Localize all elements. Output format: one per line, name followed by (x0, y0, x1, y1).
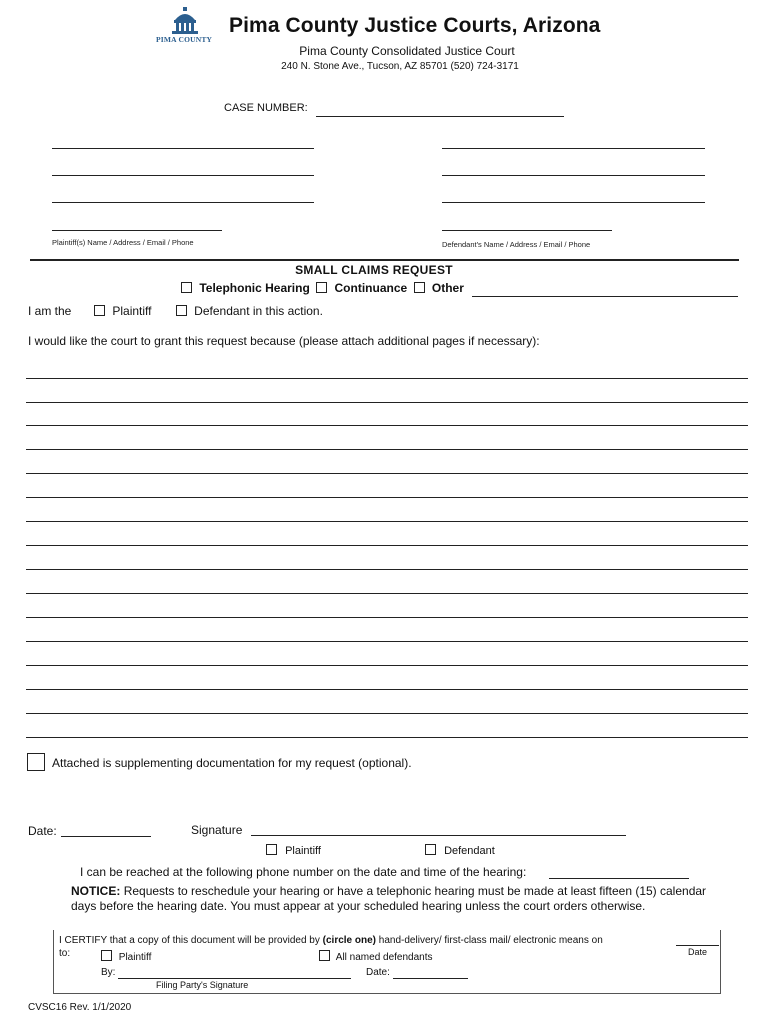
continuance-checkbox[interactable] (316, 282, 327, 293)
reason-line[interactable] (26, 617, 748, 618)
reason-line[interactable] (26, 545, 748, 546)
attached-checkbox[interactable] (27, 753, 45, 771)
certify-to-defendants: All named defendants (319, 950, 433, 963)
reason-line[interactable] (26, 449, 748, 450)
notice-text: Requests to reschedule your hearing or have a telephonic hearing must be made at least fifteen (15) calendar days before the hearing date. You must appear at your scheduled hearing unless the court orders otherwise. (71, 884, 707, 913)
certify-by-field[interactable] (118, 978, 351, 979)
defendant-line-2[interactable] (442, 175, 705, 176)
reason-line[interactable] (26, 641, 748, 642)
logo-text: PIMA COUNTY (156, 35, 213, 44)
page-title: Pima County Justice Courts, Arizona (229, 14, 601, 37)
i-am-the-label: I am the (28, 304, 72, 318)
role-defendant-label: Defendant in this action. (194, 304, 323, 318)
role-plaintiff-checkbox[interactable] (94, 305, 105, 316)
certify-by-label: By: (101, 967, 116, 978)
county-logo (150, 6, 220, 42)
court-name: Pima County Consolidated Justice Court (299, 44, 515, 58)
reason-line[interactable] (26, 713, 748, 714)
defendant-line-4[interactable] (442, 230, 612, 231)
date-field[interactable] (61, 836, 151, 837)
reason-line[interactable] (26, 737, 748, 738)
date-label: Date: (28, 824, 57, 838)
court-address: 240 N. Stone Ave., Tucson, AZ 85701 (520) 724-3171 (281, 61, 519, 72)
request-options-row (181, 281, 464, 295)
plaintiff-caption: Plaintiff(s) Name / Address / Email / Phone (52, 238, 194, 247)
request-heading: SMALL CLAIMS REQUEST (295, 263, 453, 277)
signer-plaintiff-checkbox[interactable] (266, 844, 277, 855)
defendant-line-3[interactable] (442, 202, 705, 203)
telephonic-hearing-checkbox[interactable] (181, 282, 192, 293)
plaintiff-line-3[interactable] (52, 202, 314, 203)
signer-defendant-checkbox[interactable] (425, 844, 436, 855)
role-defendant-checkbox[interactable] (176, 305, 187, 316)
plaintiff-line-2[interactable] (52, 175, 314, 176)
continuance-label: Continuance (334, 281, 408, 295)
reason-line[interactable] (26, 378, 748, 379)
case-number-field[interactable] (316, 116, 564, 117)
reason-line[interactable] (26, 425, 748, 426)
signature-label: Signature (191, 823, 243, 837)
certify-text: I CERTIFY that a copy of this document will be provided by (circle one) hand-delivery/ first-class mail/ electronic means on (59, 935, 603, 946)
other-field[interactable] (472, 296, 738, 297)
notice-label: NOTICE: (71, 884, 121, 898)
section-divider (30, 259, 739, 261)
phone-text: I can be reached at the following phone number on the date and time of the hearing: (80, 865, 527, 879)
certify-to-plaintiff: Plaintiff (101, 950, 151, 963)
reason-prompt: I would like the court to grant this request because (please attach additional pages if necessary): (28, 334, 540, 348)
certify-date2-field[interactable] (393, 978, 468, 979)
other-checkbox[interactable] (414, 282, 425, 293)
signer-defendant-option: Defendant (425, 844, 495, 857)
reason-line[interactable] (26, 402, 748, 403)
signer-plaintiff-option: Plaintiff (266, 844, 321, 857)
reason-line[interactable] (26, 473, 748, 474)
certify-date-field[interactable] (676, 945, 719, 946)
plaintiff-line-1[interactable] (52, 148, 314, 149)
certify-date-label: Date: (366, 967, 390, 978)
signature-field[interactable] (251, 835, 626, 836)
certify-date-caption: Date (688, 947, 708, 957)
courthouse-dome-icon (150, 6, 220, 36)
phone-field[interactable] (549, 878, 689, 879)
telephonic-hearing-label: Telephonic Hearing (199, 281, 310, 295)
notice (71, 884, 711, 914)
plaintiff-line-4[interactable] (52, 230, 222, 231)
defendant-line-1[interactable] (442, 148, 705, 149)
certify-to-label: to: (59, 948, 71, 959)
reason-line[interactable] (26, 569, 748, 570)
filing-signature-caption: Filing Party's Signature (156, 980, 249, 990)
reason-line[interactable] (26, 593, 748, 594)
attached-label: Attached is supplementing documentation for my request (optional). (52, 756, 412, 770)
role-row (94, 304, 323, 318)
reason-line[interactable] (26, 689, 748, 690)
other-label: Other (431, 281, 464, 295)
reason-line[interactable] (26, 665, 748, 666)
case-number-label: CASE NUMBER: (224, 102, 308, 114)
defendant-caption: Defendant's Name / Address / Email / Phone (442, 240, 591, 249)
role-plaintiff-label: Plaintiff (112, 304, 152, 318)
form-revision: CVSC16 Rev. 1/1/2020 (28, 1002, 132, 1013)
certify-defendants-checkbox[interactable] (319, 950, 330, 961)
certify-plaintiff-checkbox[interactable] (101, 950, 112, 961)
reason-line[interactable] (26, 521, 748, 522)
reason-line[interactable] (26, 497, 748, 498)
